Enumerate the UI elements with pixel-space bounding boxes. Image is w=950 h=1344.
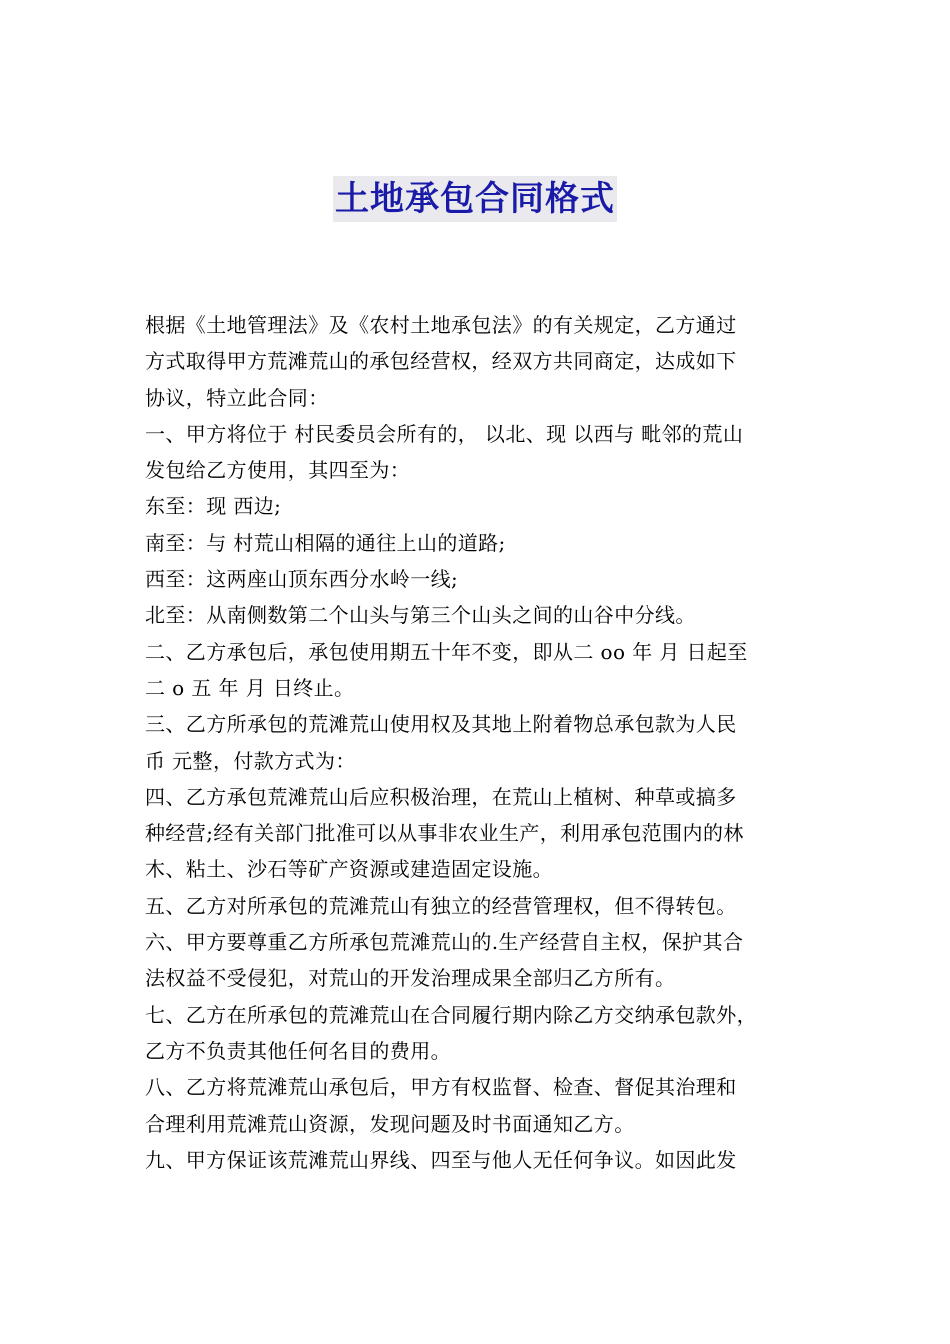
body-line: 西至：这两座山顶东西分水岭一线;	[145, 567, 459, 592]
body-line: 七、乙方在所承包的荒滩荒山在合同履行期内除乙方交纳承包款外，	[145, 1002, 757, 1027]
body-line: 南至：与 村荒山相隔的通往上山的道路;	[145, 530, 506, 555]
body-line: 协议，特立此合同：	[145, 385, 329, 410]
document-title: 土地承包合同格式	[333, 176, 617, 222]
body-line: 八、乙方将荒滩荒山承包后，甲方有权监督、检查、督促其治理和	[145, 1075, 737, 1100]
body-line: 方式取得甲方荒滩荒山的承包经营权，经双方共同商定，达成如下	[145, 349, 737, 374]
body-line: 二、乙方承包后，承包使用期五十年不变，即从二 oo 年 月 日起至	[145, 639, 748, 664]
body-line: 种经营;经有关部门批准可以从事非农业生产，利用承包范围内的林	[145, 821, 744, 846]
body-line: 二 o 五 年 月 日终止。	[145, 675, 355, 700]
body-line: 木、粘土、沙石等矿产资源或建造固定设施。	[145, 857, 553, 882]
body-line: 四、乙方承包荒滩荒山后应积极治理，在荒山上植树、种草或搞多	[145, 784, 737, 809]
body-line: 币 元整，付款方式为：	[145, 748, 356, 773]
body-line: 东至：现 西边;	[145, 494, 282, 519]
body-line: 合理利用荒滩荒山资源，发现问题及时书面通知乙方。	[145, 1111, 635, 1136]
body-line: 三、乙方所承包的荒滩荒山使用权及其地上附着物总承包款为人民	[145, 712, 737, 737]
body-line: 五、乙方对所承包的荒滩荒山有独立的经营管理权，但不得转包。	[145, 893, 737, 918]
body-line: 发包给乙方使用，其四至为：	[145, 458, 411, 483]
contract-body	[145, 307, 807, 1178]
body-line: 北至：从南侧数第二个山头与第三个山头之间的山谷中分线。	[145, 603, 696, 628]
title-container	[0, 176, 950, 222]
body-line: 根据《土地管理法》及《农村土地承包法》的有关规定，乙方通过	[145, 313, 737, 337]
body-line: 乙方不负责其他任何名目的费用。	[145, 1038, 451, 1063]
body-line: 一、甲方将位于 村民委员会所有的， 以北、现 以西与 毗邻的荒山	[145, 421, 744, 446]
body-line: 六、甲方要尊重乙方所承包荒滩荒山的.生产经营自主权，保护其合	[145, 930, 744, 955]
body-line: 法权益不受侵犯，对荒山的开发治理成果全部归乙方所有。	[145, 966, 676, 991]
body-line: 九、甲方保证该荒滩荒山界线、四至与他人无任何争议。如因此发	[145, 1147, 737, 1172]
